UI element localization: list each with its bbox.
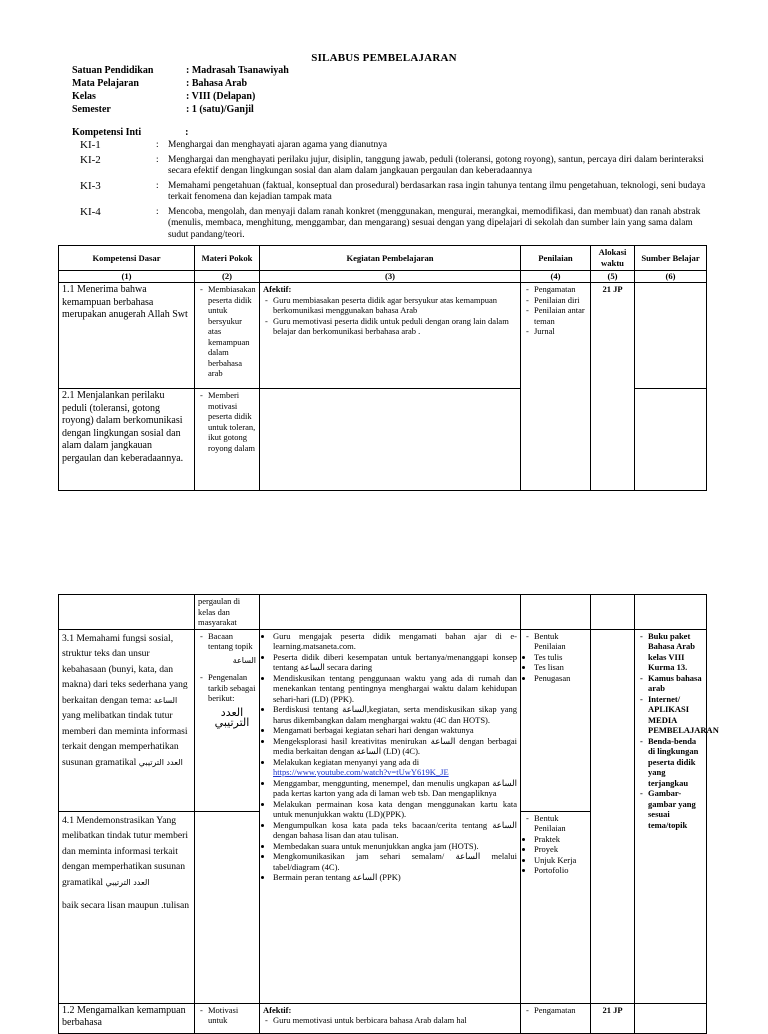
- materi-item: - Memberi motivasi peserta didik untuk toleran, ikut gotong royong dalam: [208, 390, 256, 453]
- ki-item: [72, 155, 712, 178]
- kegiatan-item: - Guru memotivasi untuk berbicara bahasa Arab dalam hal: [273, 1015, 517, 1026]
- kd-1-2: 1.2 Mengamalkan kemampuan berbahasa: [59, 1003, 195, 1033]
- meta-label: Satuan Pendidikan: [72, 65, 154, 76]
- materi-arabic: العدد الترتيبي: [214, 705, 250, 729]
- sumber-item: - Gambar-gambar yang sesuai tema/topik: [648, 788, 703, 830]
- penilaian-4-1: [521, 811, 591, 1003]
- materi-2-1: [195, 389, 260, 491]
- materi-1-2: [195, 1003, 260, 1033]
- materi-item: - Motivasi untuk: [208, 1005, 256, 1026]
- sumber-item: - Benda-benda di lingkungan peserta didik yang terjangkau: [648, 736, 703, 789]
- kd-4-1-arabic: العدد الترتيبي: [105, 877, 150, 887]
- sumber-3-1: [635, 629, 719, 1003]
- kegiatan-item: [273, 757, 517, 778]
- penilaian-item: • Proyek: [534, 844, 587, 855]
- kegiatan-item: • Menggambar, menggunting, menempel, dan menulis ungkapan الساعة pada kertas karton yang ada di laman web tsb. Dan mengapliknya: [273, 778, 517, 799]
- meta-row-mapel: [72, 77, 289, 90]
- meta-value: : Madrasah Tsanawiyah: [186, 65, 289, 76]
- penilaian-item: • Portofolio: [534, 865, 587, 876]
- alokasi-1-2: 21 JP: [591, 1003, 635, 1033]
- penilaian-heading: - Bentuk Penilaian: [534, 631, 587, 652]
- penilaian-3-1: [521, 629, 591, 811]
- col-number: (4): [521, 271, 591, 283]
- header-sumber: Sumber Belajar: [635, 246, 707, 271]
- ki-list: [72, 140, 712, 244]
- identity-block: [72, 64, 289, 116]
- ki-colon: :: [156, 206, 159, 217]
- kegiatan-item: • Guru mengajak peserta didik mengamati bahan ajar di e-learning.matsaneta.com.: [273, 631, 517, 652]
- kd-3-1-arabic-2: العدد الترتيبي: [138, 757, 183, 767]
- meta-row-satuan: [72, 64, 289, 77]
- materi-item: - Membiasakan peserta didik untuk bersyukur atas kemampuan dalam berbahasa arab: [208, 284, 256, 379]
- ki-item: [72, 140, 712, 152]
- ki-text: Mencoba, mengolah, dan menyaji dalam ranah konkret (menggunakan, mengurai, merangkai, memodifikasi, dan membuat) dan ranah abstrak (menulis, membaca, menghitung, menggambar, dan mengarang) sesuai dengan yang dipelajari di sekolah dan sumber lain yang sama dalam sudut pandang/teori.: [168, 206, 701, 240]
- kegiatan-item: • Mengumpulkan kosa kata pada teks bacaan/cerita tentang الساعة dengan bahasa lisan dan atau tulisan.: [273, 820, 517, 841]
- kd-3-1-text-b: yang melibatkan tindak tutur memberi dan meminta informasi terkait dengan memperhatikan susunan gramatikal: [62, 710, 188, 768]
- kegiatan-3-1: [260, 629, 521, 1003]
- ki-colon: :: [156, 180, 159, 191]
- ki-text: Menghargai dan menghayati ajaran agama yang dianutnya: [168, 140, 388, 150]
- sumber-cont: [635, 595, 707, 630]
- kegiatan-item: - Guru membiasakan peserta didik agar bersyukur atas kemampuan berkomunikasi menggunakan bahasa Arab: [273, 295, 517, 316]
- kd-cont: [59, 595, 195, 630]
- meta-row-semester: [72, 103, 289, 116]
- kegiatan-item: • Mengkomunikasikan jam sehari semalam/ الساعة melalui tabel/diagram (4C).: [273, 851, 517, 872]
- alokasi-1: 21 JP: [591, 283, 635, 491]
- penilaian-item: - Pengamatan: [534, 284, 587, 295]
- penilaian-item: - Penilaian antar teman: [534, 305, 587, 326]
- table-number-row: [59, 271, 707, 283]
- meta-row-kelas: [72, 90, 289, 103]
- penilaian-item: - Penilaian diri: [534, 295, 587, 306]
- penilaian-1-2: [521, 1003, 591, 1033]
- header-kompetensi-dasar: Kompetensi Dasar: [59, 246, 195, 271]
- alokasi-3-1: [591, 629, 635, 1003]
- meta-value: : 1 (satu)/Ganjil: [186, 104, 254, 115]
- kegiatan-item: • Mengeksplorasi hasil kreativitas menirukan الساعة dengan berbagai media berkaitan dengan الساعة (LD) (4C).: [273, 736, 517, 757]
- kd-4-1-text-b: baik secara lisan maupun .tulisan: [62, 900, 190, 911]
- kegiatan-item: • Berdiskusi tentang الساعة,kegiatan, serta mendiskusikan sikap yang harus dikembangkan dalam menghargai waktu (4C dan HOTS).: [273, 704, 517, 725]
- col-number: (1): [59, 271, 195, 283]
- kd-4-1: [59, 811, 195, 1003]
- ki-heading-colon: :: [185, 127, 189, 138]
- kegiatan-item: • Peserta didik diberi kesempatan untuk bertanya/menanggapi konsep tentang الساعة secara daring: [273, 652, 517, 673]
- ki-colon: :: [156, 154, 159, 165]
- kegiatan-text: Melakukan kegiatan menyanyi yang ada di: [273, 756, 420, 767]
- meta-label: Mata Pelajaran: [72, 78, 139, 89]
- materi-4-1: [195, 811, 260, 1003]
- syllabus-table-2: [58, 594, 719, 1034]
- kegiatan-item: • Bermain peran tentang الساعة (PPK): [273, 872, 517, 883]
- ki-code: KI-3: [80, 179, 101, 192]
- ki-colon: :: [156, 140, 159, 150]
- col-number: (3): [260, 271, 521, 283]
- penilaian-item: • Tes tulis: [534, 652, 587, 663]
- kegiatan-2-1: [260, 389, 521, 491]
- header-materi-pokok: Materi Pokok: [195, 246, 260, 271]
- penilaian-item: • Praktek: [534, 834, 587, 845]
- kd-1-1: 1.1 Menerima bahwa kemampuan berbahasa merupakan anugerah Allah Swt: [59, 283, 195, 389]
- penilaian-1: [521, 283, 591, 491]
- kegiatan-item: • Mendiskusikan tentang penggunaan waktu yang ada di rumah dan menekankan tentang pentingnya menghargai waktu dalam kehidupan sehari-hari (LD) (PPK).: [273, 673, 517, 705]
- ki-text: Menghargai dan menghayati perilaku jujur, disiplin, tanggung jawab, peduli (toleransi, gotong royong), santun, percaya diri dalam berinteraksi secara efektif dengan lingkungan sosial dan alam dalam jangkauan pergaulan dan keberadaannya: [168, 154, 704, 176]
- ki-code: KI-2: [80, 153, 101, 166]
- sumber-1-2: [635, 1003, 707, 1033]
- kegiatan-1-1: [260, 283, 521, 389]
- meta-value: : Bahasa Arab: [186, 78, 248, 89]
- youtube-link[interactable]: https://www.youtube.com/watch?v=tUwY619K_JE: [273, 767, 449, 777]
- ki-text: Memahami pengetahuan (faktual, konseptual dan prosedural) berdasarkan rasa ingin tahunya tentang ilmu pengetahuan, teknologi, seni budaya terkait fenomena dan kejadian tampak mata: [168, 180, 706, 202]
- materi-item: [208, 672, 256, 729]
- meta-label: Kelas: [72, 91, 96, 102]
- sumber-item: - Internet/ APLIKASI MEDIA PEMBELAJARAN: [648, 694, 703, 736]
- kegiatan-item: • Melakukan permainan kosa kata dengan menggunakan kartu kata untuk menunjukkan waktu (LD)(PPK).: [273, 799, 517, 820]
- kegiatan-item: - Guru memotivasi peserta didik untuk peduli dengan orang lain dalam belajar dan berkomunikasi berbahasa arab .: [273, 316, 517, 337]
- kegiatan-item: • Mengamati berbagai kegiatan sehari hari dengan waktunya: [273, 725, 517, 736]
- ki-heading: [72, 127, 189, 138]
- kd-2-1: 2.1 Menjalankan perilaku peduli (toleransi, gotong royong) dalam berkomunikasi dengan lingkungan sosial dan alam dalam jangkauan pergaulan dan keberadaannya.: [59, 389, 195, 491]
- kegiatan-item: • Membedakan suara untuk menunjukkan angka jam (HOTS).: [273, 841, 517, 852]
- materi-cont: pergaulan di kelas dan masyarakat: [195, 595, 260, 630]
- materi-item: [208, 631, 256, 667]
- kd-4-1-text: 4.1 Mendemonstrasikan Yang melibatkan tindak tutur memberi dan meminta informasi terkait dengan memperhatikan susunan gramatikal: [62, 814, 189, 888]
- ki-item: [72, 207, 712, 242]
- page-title: SILABUS PEMBELAJARAN: [311, 52, 457, 64]
- kd-3-1: [59, 629, 195, 811]
- meta-label: Semester: [72, 104, 111, 115]
- ki-heading-text: Kompetensi Inti: [72, 127, 142, 138]
- kegiatan-heading: Afektif:: [263, 1004, 292, 1015]
- penilaian-item: • Penugasan: [534, 673, 587, 684]
- syllabus-table-1: [58, 245, 707, 491]
- table-row: [59, 629, 707, 811]
- penilaian-cont: [521, 595, 591, 630]
- col-number: (2): [195, 271, 260, 283]
- ki-code: KI-1: [80, 139, 101, 151]
- col-number: (5): [591, 271, 635, 283]
- sumber-1-1: [635, 283, 707, 389]
- header-penilaian: Penilaian: [521, 246, 591, 271]
- table-row: [59, 283, 707, 389]
- penilaian-item: • Tes lisan: [534, 662, 587, 673]
- ki-item: [72, 181, 712, 204]
- header-kegiatan: Kegiatan Pembelajaran: [260, 246, 521, 271]
- penilaian-item: • Unjuk Kerja: [534, 855, 587, 866]
- sumber-item: - Kamus bahasa arab: [648, 673, 703, 694]
- penilaian-item: - Jurnal: [534, 326, 587, 337]
- meta-value: : VIII (Delapan): [186, 91, 256, 102]
- kd-3-1-arabic: الساعة: [153, 695, 178, 705]
- col-number: (6): [635, 271, 707, 283]
- penilaian-item: - Pengamatan: [534, 1005, 587, 1016]
- header-alokasi: Alokasi waktu: [591, 246, 635, 271]
- kd-3-1-text: 3.1 Memahami fungsi sosial, struktur teks dan unsur kebahasaan (bunyi, kata, dan makna) dari teks sederhana yang berkaitan dengan tema:: [62, 632, 188, 706]
- materi-1-1: [195, 283, 260, 389]
- kegiatan-cont: [260, 595, 521, 630]
- materi-text: Pengenalan tarkib sebagai berikut:: [208, 672, 256, 703]
- table-row: [59, 1003, 707, 1033]
- kegiatan-heading: Afektif:: [263, 284, 292, 294]
- materi-text: Bacaan tentang topik: [208, 630, 253, 651]
- table-header-row: [59, 246, 707, 271]
- sumber-2-1: [635, 389, 707, 491]
- alokasi-cont: [591, 595, 635, 630]
- sumber-item: - Buku paket Bahasa Arab kelas VIII Kurma 13.: [648, 631, 703, 673]
- kegiatan-1-2: [260, 1003, 521, 1033]
- materi-arabic: الساعة: [232, 655, 256, 665]
- materi-3-1: [195, 629, 260, 811]
- table-row-continued: [59, 595, 707, 630]
- penilaian-heading: - Bentuk Penilaian: [534, 813, 587, 834]
- ki-code: KI-4: [80, 205, 101, 218]
